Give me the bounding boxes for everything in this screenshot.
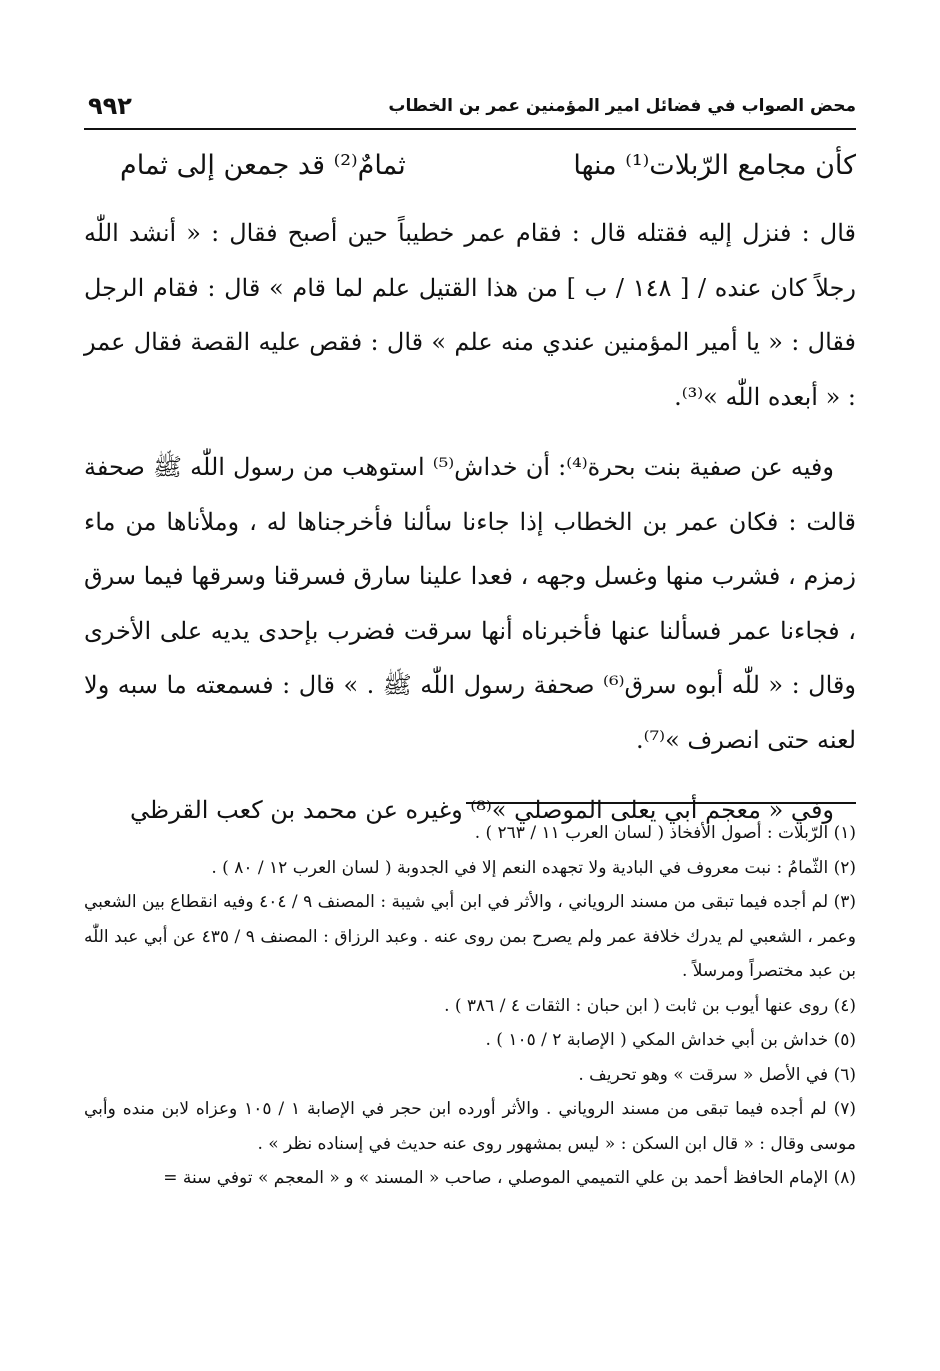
- header-divider: [84, 128, 856, 130]
- poetry-verse: [120, 150, 856, 194]
- paragraph: وفيه عن صفية بنت بحرة⁽⁴⁾: أن خداش⁽⁵⁾ استوهب من رسول اللّٰه ﷺ صحفة قالت : فكان عمر بن الخطاب إذا جاءنا سألنا فأخرجناها له ، وملأناها من ماء زمزم ، فشرب منها وغسل وجهه ، فعدا علينا سارق فسرقنا وسرقها فيما سرق ، فجاءنا عمر فسألنا عنها فأخبرناه أنها سرقت فضرب بإحدى يديه على الأخرى وقال : « للّٰه أبوه سرق⁽⁶⁾ صحفة رسول اللّٰه ﷺ . » قال : فسمعته ما سبه ولا لعنه حتى انصرف »⁽⁷⁾.: [84, 453, 856, 754]
- footnotes: [84, 816, 856, 1196]
- paragraph: وفي « معجم أبي يعلى الموصلي »⁽⁸⁾ وغيره عن محمد بن كعب القرظي: [129, 796, 834, 824]
- footnote: (٣) لم أجده فيما تبقى من مسند الروياني ، والأثر في ابن أبي شيبة : المصنف ٩ / ٤٠٤ وفيه انقطاع بين الشعبي وعمر ، الشعبي لم يدرك خلافة عمر ولم يصرح بمن روى عنه . وعبد الرزاق : المصنف ٩ / ٤٣٥ عن أبي عبد اللّٰه بن عبد مختصراً ومرسلاً .: [84, 892, 856, 981]
- footnote: (٥) خداش بن أبي خداش المكي ( الإصابة ٢ / ١٠٥ ) .: [485, 1030, 856, 1050]
- footnote: (٢) الثّمامُ : نبت معروف في البادية ولا تجهده النعم إلا في الجدوبة ( لسان العرب ١٢ / ٨٠ ) .: [211, 857, 856, 878]
- footnote: (٨) الإمام الحافظ أحمد بن علي التميمي الموصلي ، صاحب « المسند » و « المعجم » توفي سنة =: [163, 1168, 856, 1188]
- main-text: [84, 206, 856, 854]
- page-header: [84, 92, 856, 122]
- running-title: محض الصواب في فضائل امير المؤمنين عمر بن الخطاب: [388, 96, 856, 116]
- footnote: (١) الرّبلات : أصول الأفخاذ ( لسان العرب ١١ / ٢٦٣ ) .: [474, 823, 856, 843]
- footnote-divider: [466, 802, 856, 804]
- verse-first-hemistich: كأن مجامع الرّبلات⁽¹⁾ منها: [573, 150, 856, 181]
- paragraph: قال : فنزل إليه فقتله قال : فقام عمر خطيباً حين أصبح فقال : « أنشد اللّٰه رجلاً كان عنده / [ ١٤٨ / ب ] من هذا القتيل علم لما قام » قال : فقام الرجل فقال : « يا أمير المؤمنين عندي منه علم » قال : فقص عليه القصة فقال عمر : « أبعده اللّٰه »⁽³⁾.: [84, 219, 856, 411]
- footnote: (٦) في الأصل « سرقت » وهو تحريف .: [578, 1064, 856, 1085]
- verse-second-hemistich: ثمامٌ⁽²⁾ قد جمعن إلى ثمام: [120, 150, 406, 181]
- page-number: ٩٩٢: [88, 92, 132, 120]
- footnote: (٧) لم أجده فيما تبقى من مسند الروياني . والأثر أورده ابن حجر في الإصابة ١ / ١٠٥ وعزاه لابن منده وأبي موسى وقال : « قال ابن السكن : « ليس بمشهور روى عنه حديث في إسناده نظر » .: [84, 1099, 856, 1154]
- footnote: (٤) روى عنها أيوب بن ثابت ( ابن حبان : الثقات ٤ / ٣٨٦ ) .: [444, 995, 856, 1016]
